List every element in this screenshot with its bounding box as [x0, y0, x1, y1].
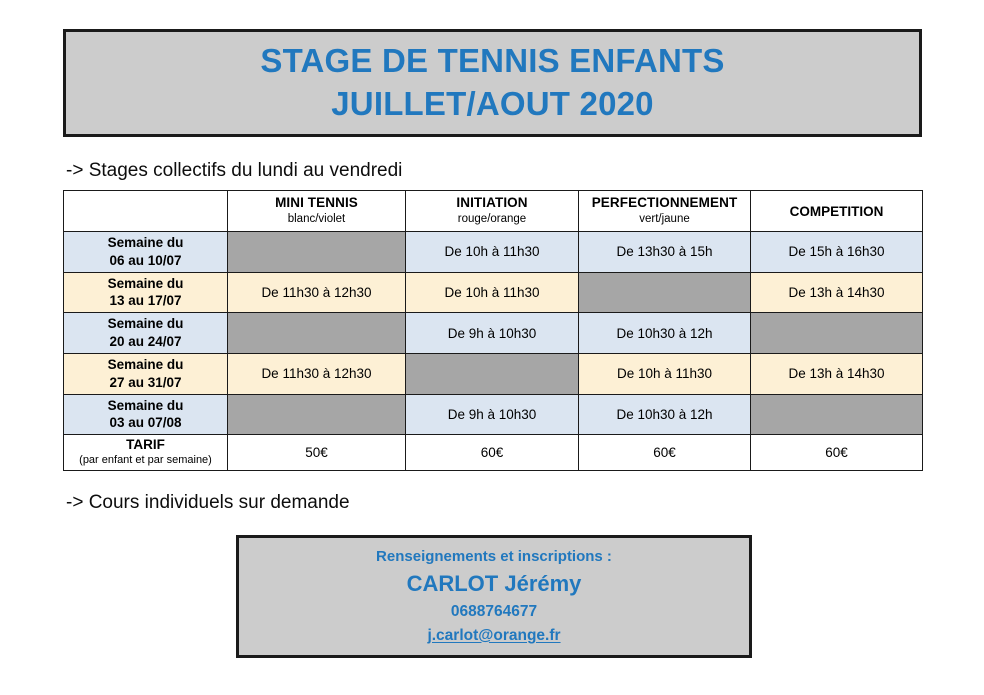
header-cell-mini-tennis	[228, 191, 406, 232]
table-row	[64, 394, 923, 435]
header-title-initiation: INITIATION	[456, 195, 528, 211]
title-banner	[63, 29, 922, 137]
header-cell-corner	[64, 191, 228, 232]
week-label-line-2: 06 au 10/07	[109, 252, 182, 268]
slot-cell-competition	[751, 313, 923, 354]
schedule-table-container	[63, 190, 922, 471]
week-label-cell	[64, 313, 228, 354]
week-label-line-2: 20 au 24/07	[109, 334, 182, 350]
slot-cell-mini-tennis: De 11h30 à 12h30	[228, 353, 406, 394]
slot-cell-mini-tennis	[228, 313, 406, 354]
slot-cell-competition: De 15h à 16h30	[751, 232, 923, 273]
header-subtitle-initiation: rouge/orange	[457, 212, 527, 225]
table-row-tarif	[64, 435, 923, 471]
slot-cell-mini-tennis	[228, 394, 406, 435]
week-label-line-1: Semaine du	[107, 397, 184, 413]
header-title-competition: COMPETITION	[789, 203, 884, 219]
header-title-mini-tennis: MINI TENNIS	[275, 195, 358, 211]
tarif-value-mini-tennis: 50€	[228, 435, 406, 471]
header-subtitle-mini-tennis: blanc/violet	[287, 212, 346, 225]
slot-cell-competition	[751, 394, 923, 435]
slot-cell-perfectionnement: De 10h à 11h30	[579, 353, 751, 394]
slot-cell-competition: De 13h à 14h30	[751, 353, 923, 394]
slot-cell-initiation: De 10h à 11h30	[406, 232, 579, 273]
slot-cell-initiation: De 9h à 10h30	[406, 313, 579, 354]
header-cell-initiation	[406, 191, 579, 232]
contact-email-link[interactable]: j.carlot@orange.fr	[427, 626, 561, 644]
table-row	[64, 272, 923, 313]
week-label-cell	[64, 353, 228, 394]
week-label-cell	[64, 272, 228, 313]
contact-title: Renseignements et inscriptions :	[376, 547, 612, 565]
slot-cell-perfectionnement: De 10h30 à 12h	[579, 394, 751, 435]
tarif-label-cell	[64, 435, 228, 471]
contact-box	[236, 535, 752, 658]
title-line-2: JUILLET/AOUT 2020	[331, 85, 654, 122]
header-cell-perfectionnement	[579, 191, 751, 232]
header-subtitle-perfectionnement: vert/jaune	[639, 212, 690, 225]
tarif-label: TARIF	[126, 437, 165, 453]
schedule-table	[63, 190, 923, 471]
tarif-sublabel: (par enfant et par semaine)	[79, 454, 212, 467]
contact-phone[interactable]: 0688764677	[450, 602, 538, 620]
table-header-row	[64, 191, 923, 232]
title-line-1: STAGE DE TENNIS ENFANTS	[260, 42, 725, 80]
week-label-line-1: Semaine du	[107, 275, 184, 291]
week-label-line-1: Semaine du	[107, 235, 184, 250]
contact-name: CARLOT Jérémy	[406, 570, 582, 596]
slot-cell-initiation: De 9h à 10h30	[406, 394, 579, 435]
slot-cell-mini-tennis: De 11h30 à 12h30	[228, 272, 406, 313]
table-row	[64, 353, 923, 394]
slot-cell-competition: De 13h à 14h30	[751, 272, 923, 313]
slot-cell-initiation	[406, 353, 579, 394]
header-cell-competition	[751, 191, 923, 232]
slot-cell-mini-tennis	[228, 232, 406, 273]
heading-cours-individuels: -> Cours individuels sur demande	[66, 492, 350, 513]
tarif-value-perfectionnement: 60€	[579, 435, 751, 471]
slot-cell-perfectionnement: De 10h30 à 12h	[579, 313, 751, 354]
week-label-line-1: Semaine du	[107, 316, 184, 332]
week-label-cell	[64, 394, 228, 435]
week-label-line-1: Semaine du	[107, 356, 184, 372]
heading-stages-collectifs: -> Stages collectifs du lundi au vendredi	[66, 160, 403, 181]
table-row	[64, 232, 923, 273]
slot-cell-perfectionnement	[579, 272, 751, 313]
tarif-value-competition: 60€	[751, 435, 923, 471]
slot-cell-initiation: De 10h à 11h30	[406, 272, 579, 313]
slot-cell-perfectionnement: De 13h30 à 15h	[579, 232, 751, 273]
week-label-line-2: 27 au 31/07	[109, 374, 182, 390]
week-label-cell	[64, 232, 228, 273]
week-label-line-2: 03 au 07/08	[109, 415, 182, 431]
table-row	[64, 313, 923, 354]
week-label-line-2: 13 au 17/07	[109, 293, 182, 309]
header-title-perfectionnement: PERFECTIONNEMENT	[591, 195, 738, 211]
tarif-value-initiation: 60€	[406, 435, 579, 471]
